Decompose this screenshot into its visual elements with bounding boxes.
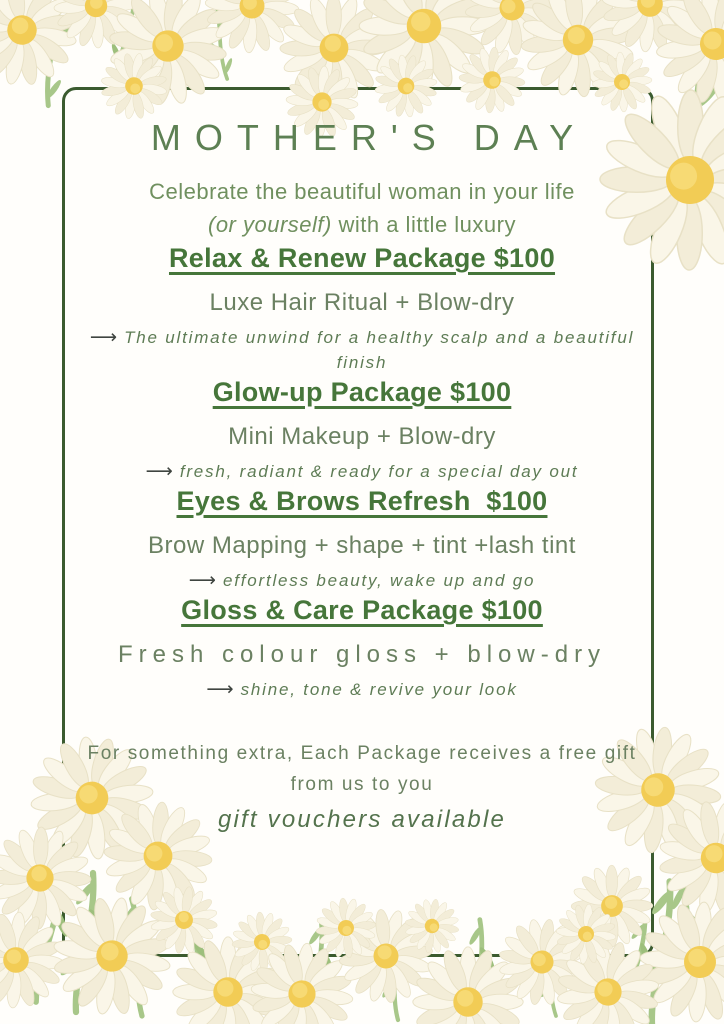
package-heading: Gloss & Care Package $100: [181, 595, 543, 625]
package-services: Brow Mapping + shape + tint +lash tint: [148, 532, 576, 559]
long-arrow-icon: ⟶: [89, 326, 118, 348]
package-description-text: The ultimate unwind for a healthy scalp and a beautiful finish: [124, 328, 635, 372]
package-heading: Relax & Renew Package $100: [168, 243, 556, 273]
package-description: [72, 325, 652, 375]
package-heading: Eyes & Brows Refresh $100: [176, 486, 548, 516]
gift-vouchers-note: gift vouchers available: [217, 806, 507, 833]
package-eyes-brows: [0, 484, 724, 593]
subtitle-rest: with a little luxury: [331, 212, 516, 237]
subtitle-italic: (or yourself): [208, 212, 332, 237]
package-glow-up: [0, 375, 724, 484]
package-services: Fresh colour gloss + blow-dry: [117, 641, 607, 668]
free-gift-note: [0, 738, 724, 800]
long-arrow-icon: ⟶: [188, 569, 216, 591]
subtitle: [0, 175, 724, 241]
long-arrow-icon: ⟶: [206, 678, 234, 700]
package-description-text: effortless beauty, wake up and go: [222, 571, 536, 590]
package-description-text: fresh, radiant & ready for a special day out: [179, 462, 579, 481]
subtitle-line1: Celebrate the beautiful woman in your life: [149, 179, 575, 204]
package-gloss-care: [0, 593, 724, 702]
package-services: Luxe Hair Ritual + Blow-dry: [209, 289, 515, 316]
long-arrow-icon: ⟶: [145, 460, 173, 482]
package-relax-renew: [0, 241, 724, 375]
package-description-text: shine, tone & revive your look: [240, 680, 518, 699]
package-heading: Glow-up Package $100: [212, 377, 512, 407]
page-title: MOTHER'S DAY: [150, 117, 588, 158]
package-services: Mini Makeup + Blow-dry: [228, 423, 496, 450]
package-description: [72, 459, 652, 484]
package-description: [72, 677, 652, 702]
free-gift-line1: For something extra, Each Package receives a free gift: [87, 743, 637, 764]
package-description: [72, 568, 652, 593]
free-gift-line2: from us to you: [290, 774, 434, 795]
